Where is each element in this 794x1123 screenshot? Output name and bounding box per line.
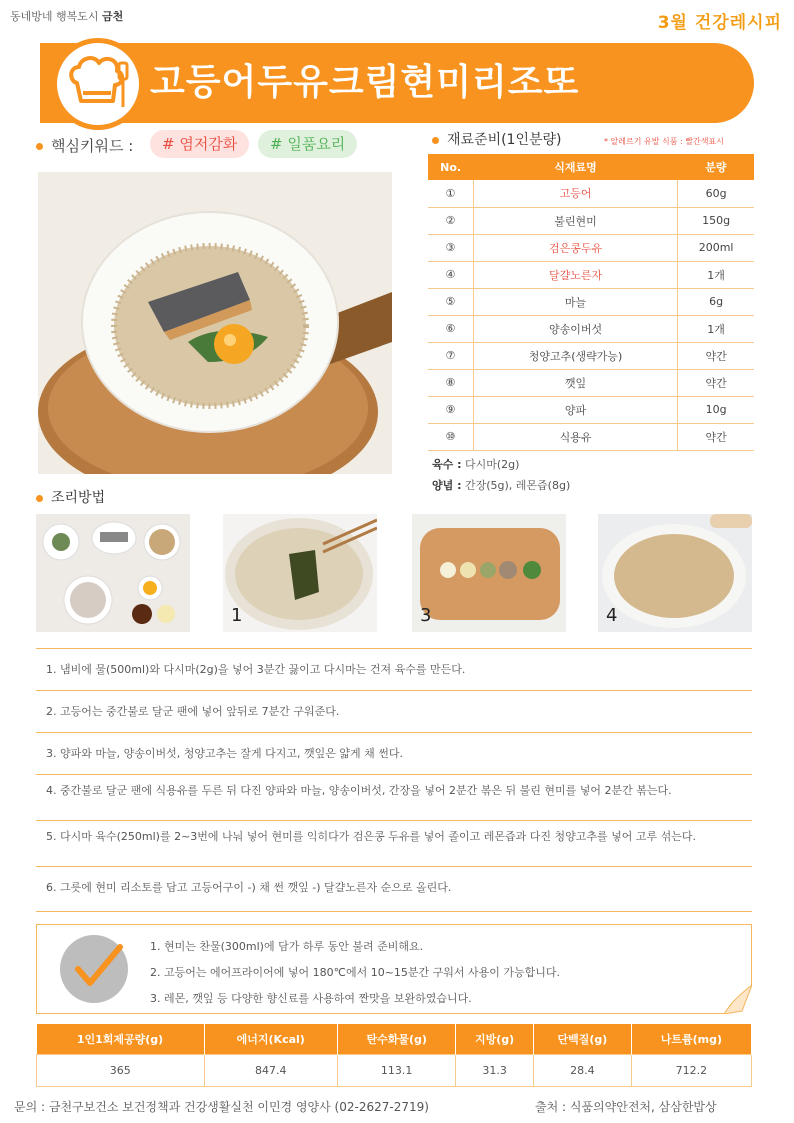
month-title: 3월 건강레시피 — [657, 13, 782, 33]
seasoning-value: 간장(5g), 레몬즙(8g) — [464, 479, 571, 492]
keyword-tag-salt: # 염저감화 — [150, 130, 249, 158]
ingredient-name: 청양고추(생략가능) — [473, 342, 677, 369]
bullet-icon — [432, 137, 439, 144]
ingredient-number: ① — [428, 180, 473, 207]
nutrition-value: 365 — [37, 1054, 205, 1086]
tip-item: 1. 현미는 찬물(300ml)에 담가 하루 동안 불려 준비해요. — [150, 940, 424, 953]
ingredient-number: ⑨ — [428, 396, 473, 423]
ingredient-name: 식용유 — [473, 423, 677, 450]
ingredient-amount: 1개 — [678, 261, 754, 288]
instruction-step: 5. 다시마 육수(250ml)를 2~3번에 나눠 넣어 현미를 익히다가 검은콩 두유를 넣어 졸이고 레몬즙과 다진 청양고추를 넣어 고루 섞는다. — [36, 820, 752, 866]
ingredient-row — [428, 261, 754, 288]
ingredient-name: 양송이버섯 — [473, 315, 677, 342]
seasoning-line — [432, 477, 570, 493]
nutrition-value: 712.2 — [631, 1054, 751, 1086]
ingredient-row — [428, 369, 754, 396]
ingredient-name: 고등어 — [473, 180, 677, 207]
ingredient-name: 불린현미 — [473, 207, 677, 234]
ingredient-name: 검은콩두유 — [473, 234, 677, 261]
ingredient-number: ⑤ — [428, 288, 473, 315]
nutrition-value: 31.3 — [456, 1054, 533, 1086]
nutrition-header: 탄수화물(g) — [337, 1024, 455, 1054]
nutrition-header: 단백질(g) — [533, 1024, 631, 1054]
ingredient-amount: 60g — [678, 180, 754, 207]
instruction-step: 6. 그릇에 현미 리소토를 담고 고등어구이 -) 채 썬 깻잎 -) 달걀노른자 순으로 올린다. — [36, 866, 752, 912]
keyword-label: 핵심키워드 : — [36, 135, 133, 156]
keyword-tag-one-dish: # 일품요리 — [258, 130, 357, 158]
tip-item: 3. 레몬, 깻잎 등 다양한 향신료를 사용하여 짠맛을 보완하였습니다. — [150, 992, 472, 1005]
column-header: 분량 — [678, 154, 754, 180]
ingredient-row — [428, 180, 754, 207]
ingredient-row — [428, 207, 754, 234]
column-header: No. — [428, 154, 473, 180]
ingredient-number: ④ — [428, 261, 473, 288]
step-photo-1 — [223, 514, 377, 632]
nutrition-header: 지방(g) — [456, 1024, 533, 1054]
chef-logo — [52, 38, 144, 130]
seasoning-label: 양념 : — [432, 479, 462, 492]
brand-slogan — [10, 8, 123, 24]
ingredient-name: 깻잎 — [473, 369, 677, 396]
ingredient-name: 마늘 — [473, 288, 677, 315]
step-number: 3 — [420, 605, 432, 626]
ingredient-amount: 1개 — [678, 315, 754, 342]
ingredient-name: 달걀노른자 — [473, 261, 677, 288]
bullet-icon — [36, 495, 43, 502]
nutrition-header: 에너지(Kcal) — [204, 1024, 337, 1054]
footer-source: 출처 : 식품의약안전처, 삼삼한밥상 — [535, 1100, 717, 1114]
ingredient-amount: 6g — [678, 288, 754, 315]
ingredient-row — [428, 315, 754, 342]
recipe-title: 고등어두유크림현미리조또 — [150, 62, 580, 103]
step-photo-4 — [598, 514, 752, 632]
brand-prefix: 동네방네 행복도시 — [10, 10, 99, 23]
bullet-icon — [36, 143, 43, 150]
page-fold-icon — [724, 985, 752, 1014]
broth-value: 다시마(2g) — [464, 458, 520, 471]
ingredient-row — [428, 396, 754, 423]
broth-line — [432, 456, 519, 472]
nutrition-table — [36, 1024, 752, 1087]
instruction-step: 1. 냄비에 물(500ml)와 다시마(2g)을 넣어 3분간 끓이고 다시마는 건져 육수를 만든다. — [36, 648, 752, 690]
allergy-note: * 알레르기 유발 식품 : 빨간색표시 — [604, 137, 724, 146]
instruction-step: 3. 양파와 마늘, 양송이버섯, 청양고추는 잘게 다지고, 깻잎은 얇게 채 썬다. — [36, 732, 752, 774]
ingredient-amount: 10g — [678, 396, 754, 423]
ingredients-heading: 재료준비(1인분량) — [432, 129, 562, 149]
ingredient-amount: 약간 — [678, 423, 754, 450]
ingredient-row — [428, 423, 754, 450]
ingredient-number: ③ — [428, 234, 473, 261]
ingredients-table — [428, 154, 754, 451]
ingredient-name: 양파 — [473, 396, 677, 423]
step-photo-3 — [412, 514, 566, 632]
tip-item: 2. 고등어는 에어프라이어에 넣어 180℃에서 10~15분간 구워서 사용이 가능합니다. — [150, 966, 561, 979]
footer-contact: 문의 : 금천구보건소 보건정책과 건강생활실천 이민경 영양사 (02-2627-2719) — [14, 1100, 429, 1114]
ingredient-amount: 150g — [678, 207, 754, 234]
nutrition-value: 847.4 — [204, 1054, 337, 1086]
ingredient-amount: 약간 — [678, 369, 754, 396]
checkmark-badge — [60, 935, 128, 1003]
nutrition-value: 28.4 — [533, 1054, 631, 1086]
column-header: 식재료명 — [473, 154, 677, 180]
nutrition-header: 1인1회제공량(g) — [37, 1024, 205, 1054]
tips-text — [150, 934, 560, 1012]
ingredient-row — [428, 342, 754, 369]
ingredient-number: ⑧ — [428, 369, 473, 396]
checkmark-icon — [60, 935, 128, 1003]
brand-city: 금천 — [102, 10, 124, 23]
ingredient-number: ② — [428, 207, 473, 234]
ingredient-amount: 200ml — [678, 234, 754, 261]
instruction-step: 4. 중간불로 달군 팬에 식용유를 두른 뒤 다진 양파와 마늘, 양송이버섯, 간장을 넣어 2분간 볶은 뒤 불린 현미를 넣어 2분간 볶는다. — [36, 774, 752, 820]
ingredient-number: ⑩ — [428, 423, 473, 450]
nutrition-value: 113.1 — [337, 1054, 455, 1086]
step-number: 4 — [606, 605, 618, 626]
ingredient-row — [428, 234, 754, 261]
dish-photo — [38, 172, 392, 474]
instructions-list — [36, 648, 752, 912]
broth-label: 육수 : — [432, 458, 462, 471]
instruction-step: 2. 고등어는 중간불로 달군 팬에 넣어 앞뒤로 7분간 구워준다. — [36, 690, 752, 732]
step-number: 1 — [231, 605, 243, 626]
ingredient-amount: 약간 — [678, 342, 754, 369]
chef-hat-icon — [63, 49, 133, 119]
nutrition-header: 나트륨(mg) — [631, 1024, 751, 1054]
ingredient-number: ⑦ — [428, 342, 473, 369]
step-photo-ingredients — [36, 514, 190, 632]
method-heading: 조리방법 — [36, 487, 105, 507]
ingredient-row — [428, 288, 754, 315]
ingredient-number: ⑥ — [428, 315, 473, 342]
